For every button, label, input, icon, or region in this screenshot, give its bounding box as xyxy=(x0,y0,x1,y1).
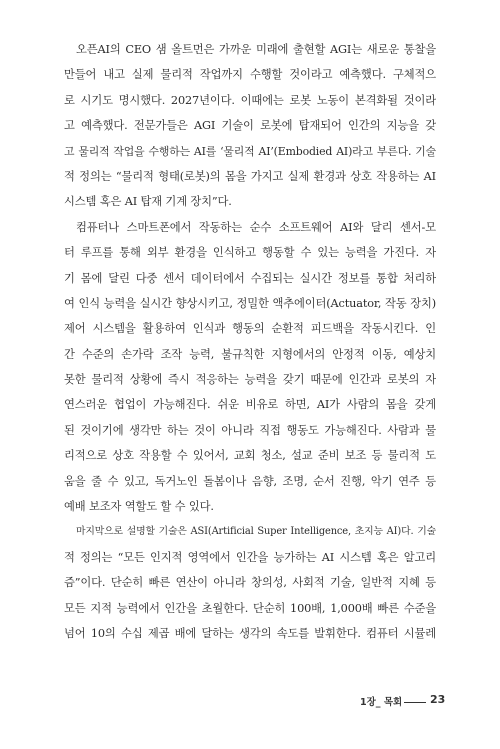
text-line: 오픈AI의 CEO 샘 올트먼은 가까운 미래에 출현할 AGI는 새로운 통찰을 xyxy=(76,43,436,56)
text-line: 로 시기도 명시했다. 2027년이다. 이때에는 로봇 노동이 본격화될 것이라 xyxy=(64,93,436,107)
text-line: 적 정의는 “물리적 형태(로봇)의 몸을 가지고 실제 환경과 상호 작용하는 AI xyxy=(64,169,436,183)
text-line: 제어 시스템을 활용하여 인식과 행동의 순환적 피드백을 작동시킨다. 인 xyxy=(64,322,436,336)
page-number: 23 xyxy=(430,693,446,706)
paragraph-1 xyxy=(64,37,436,215)
text-line: 모든 지적 능력에서 인간을 초월한다. 단순히 100배, 1,000배 빠른 수준을 xyxy=(64,601,436,615)
paragraph-3 xyxy=(64,519,436,646)
text-line: 컴퓨터나 스마트폰에서 작동하는 순수 소프트웨어 AI와 달리 센서-모 xyxy=(76,220,436,234)
text-line: 넘어 10의 수십 제곱 배에 달하는 생각의 속도를 발휘한다. 컴퓨터 시뮬레 xyxy=(64,626,436,640)
text-line: 시스템 혹은 AI 탑재 기계 장치”다. xyxy=(64,195,232,209)
text-line: 고 물리적 작업을 수행하는 AI를 ‘물리적 AI’(Embodied AI)라고 부른다. 기술 xyxy=(64,144,436,158)
text-line: 여 인식 능력을 실시간 향상시키고, 정밀한 액추에이터(Actuator, 작동 장치) xyxy=(64,296,436,310)
text-line: 즘”이다. 단순히 빠른 연산이 아니라 창의성, 사회적 기술, 일반적 지혜 등 xyxy=(64,576,436,590)
text-line: 고 예측했다. 전문가들은 AGI 기술이 로봇에 탑재되어 인간의 지능을 갖 xyxy=(64,119,436,133)
text-line: 예배 보조자 역할도 할 수 있다. xyxy=(64,500,214,514)
text-line: 마지막으로 설명할 기술은 ASI(Artificial Super Intelligence, 초지능 AI)다. 기술 xyxy=(76,526,436,538)
text-line: 기 몸에 달린 다중 센서 데이터에서 수집되는 실시간 정보를 통합 처리하 xyxy=(64,271,436,285)
chapter-label: 1장_ 목회 xyxy=(360,697,403,708)
text-line: 만들어 내고 실제 물리적 작업까지 수행할 것이라고 예측했다. 구체적으 xyxy=(64,68,436,82)
body-text xyxy=(64,37,436,646)
footer-divider xyxy=(404,702,426,703)
page-footer xyxy=(360,693,450,709)
text-line: 간 수준의 손가락 조작 능력, 불규칙한 지형에서의 안정적 이동, 예상치 xyxy=(64,347,436,361)
text-line: 적 정의는 “모든 인지적 영역에서 인간을 능가하는 AI 시스템 혹은 알고리 xyxy=(64,550,436,564)
text-line: 리적으로 상호 작용할 수 있어서, 교회 청소, 설교 준비 보조 등 물리적 도 xyxy=(64,449,436,463)
text-line: 터 루프를 통해 외부 환경을 인식하고 행동할 수 있는 능력을 가진다. 자 xyxy=(64,246,436,260)
text-line: 못한 물리적 상황에 즉시 적응하는 능력을 갖기 때문에 인간과 로봇의 자 xyxy=(64,373,436,387)
paragraph-2 xyxy=(64,215,436,520)
text-line: 연스러운 협업이 가능해진다. 쉬운 비유로 하면, AI가 사람의 몸을 갖게 xyxy=(64,398,436,412)
text-line: 된 것이기에 생각만 하는 것이 아니라 직접 행동도 가능해진다. 사람과 물 xyxy=(64,423,436,437)
text-line: 움을 줄 수 있고, 독거노인 돌봄이나 음향, 조명, 순서 진행, 악기 연주 등 xyxy=(64,474,436,488)
